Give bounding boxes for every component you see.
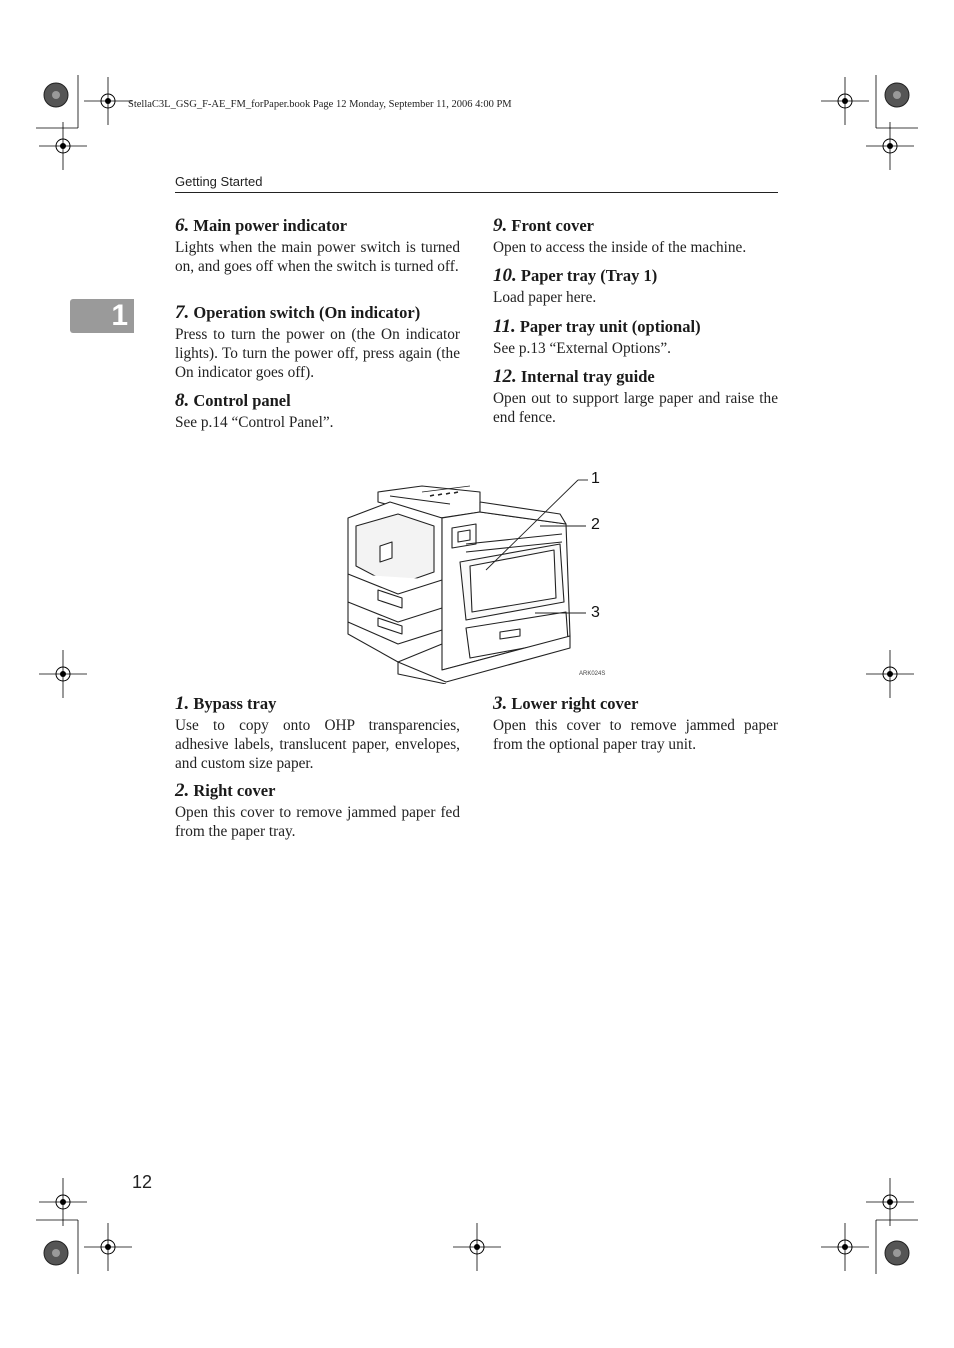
item-title: Right cover xyxy=(193,781,276,800)
item-front-cover xyxy=(493,216,778,257)
item-title: Front cover xyxy=(511,216,594,235)
chapter-tab: 1 xyxy=(70,299,134,333)
item-title: Main power indicator xyxy=(193,216,348,235)
callout-1: 1 xyxy=(591,470,600,487)
callout-2: 2 xyxy=(591,516,600,533)
item-title: Lower right cover xyxy=(511,694,639,713)
item-paper-tray xyxy=(493,266,778,307)
machine-drawing xyxy=(330,462,640,684)
item-description: Open out to support large paper and raise the end fence. xyxy=(493,390,778,426)
item-description: Load paper here. xyxy=(493,289,597,306)
item-description: Press to turn the power on (the On indicator lights). To turn the power off, press again (the On indicator goes off). xyxy=(175,326,460,381)
item-title: Control panel xyxy=(193,391,291,410)
item-number: 7. xyxy=(175,302,190,323)
item-lower-right-cover xyxy=(493,694,778,754)
machine-illustration xyxy=(330,462,640,684)
item-control-panel xyxy=(175,391,460,432)
item-operation-switch xyxy=(175,303,460,382)
item-title: Bypass tray xyxy=(193,694,277,713)
item-number: 6. xyxy=(175,215,190,236)
item-number: 11. xyxy=(493,316,516,337)
item-description: See p.14 “Control Panel”. xyxy=(175,414,334,431)
item-number: 1. xyxy=(175,693,190,714)
item-title: Paper tray (Tray 1) xyxy=(520,266,658,285)
item-paper-tray-unit xyxy=(493,317,778,358)
item-description: Use to copy onto OHP transparencies, adhesive labels, translucent paper, envelopes, and custom size paper. xyxy=(175,717,460,772)
item-main-power-indicator xyxy=(175,216,460,276)
page-number: 12 xyxy=(132,1172,153,1192)
item-right-cover xyxy=(175,781,460,841)
running-head: Getting Started xyxy=(175,174,263,189)
item-title: Internal tray guide xyxy=(520,367,655,386)
item-number: 3. xyxy=(493,693,508,714)
item-number: 8. xyxy=(175,390,190,411)
item-description: See p.13 “External Options”. xyxy=(493,340,671,357)
item-internal-tray-guide xyxy=(493,367,778,427)
item-description: Lights when the main power switch is turned on, and goes off when the switch is turned off. xyxy=(175,239,460,275)
header-rule xyxy=(175,192,778,193)
illustration-ref-code: ARK024S xyxy=(579,671,606,677)
item-description: Open this cover to remove jammed paper from the optional paper tray unit. xyxy=(493,717,778,753)
item-title: Paper tray unit (optional) xyxy=(519,317,701,336)
item-title: Operation switch (On indicator) xyxy=(193,303,421,322)
item-bypass-tray xyxy=(175,694,460,773)
callout-3: 3 xyxy=(591,604,600,621)
item-description: Open to access the inside of the machine. xyxy=(493,239,747,256)
print-header: StellaC3L_GSG_F-AE_FM_forPaper.book Page 12 Monday, September 11, 2006 4:00 PM xyxy=(128,99,512,110)
item-number: 12. xyxy=(493,366,517,387)
item-description: Open this cover to remove jammed paper fed from the paper tray. xyxy=(175,804,460,840)
item-number: 10. xyxy=(493,265,517,286)
item-number: 9. xyxy=(493,215,508,236)
item-number: 2. xyxy=(175,780,190,801)
